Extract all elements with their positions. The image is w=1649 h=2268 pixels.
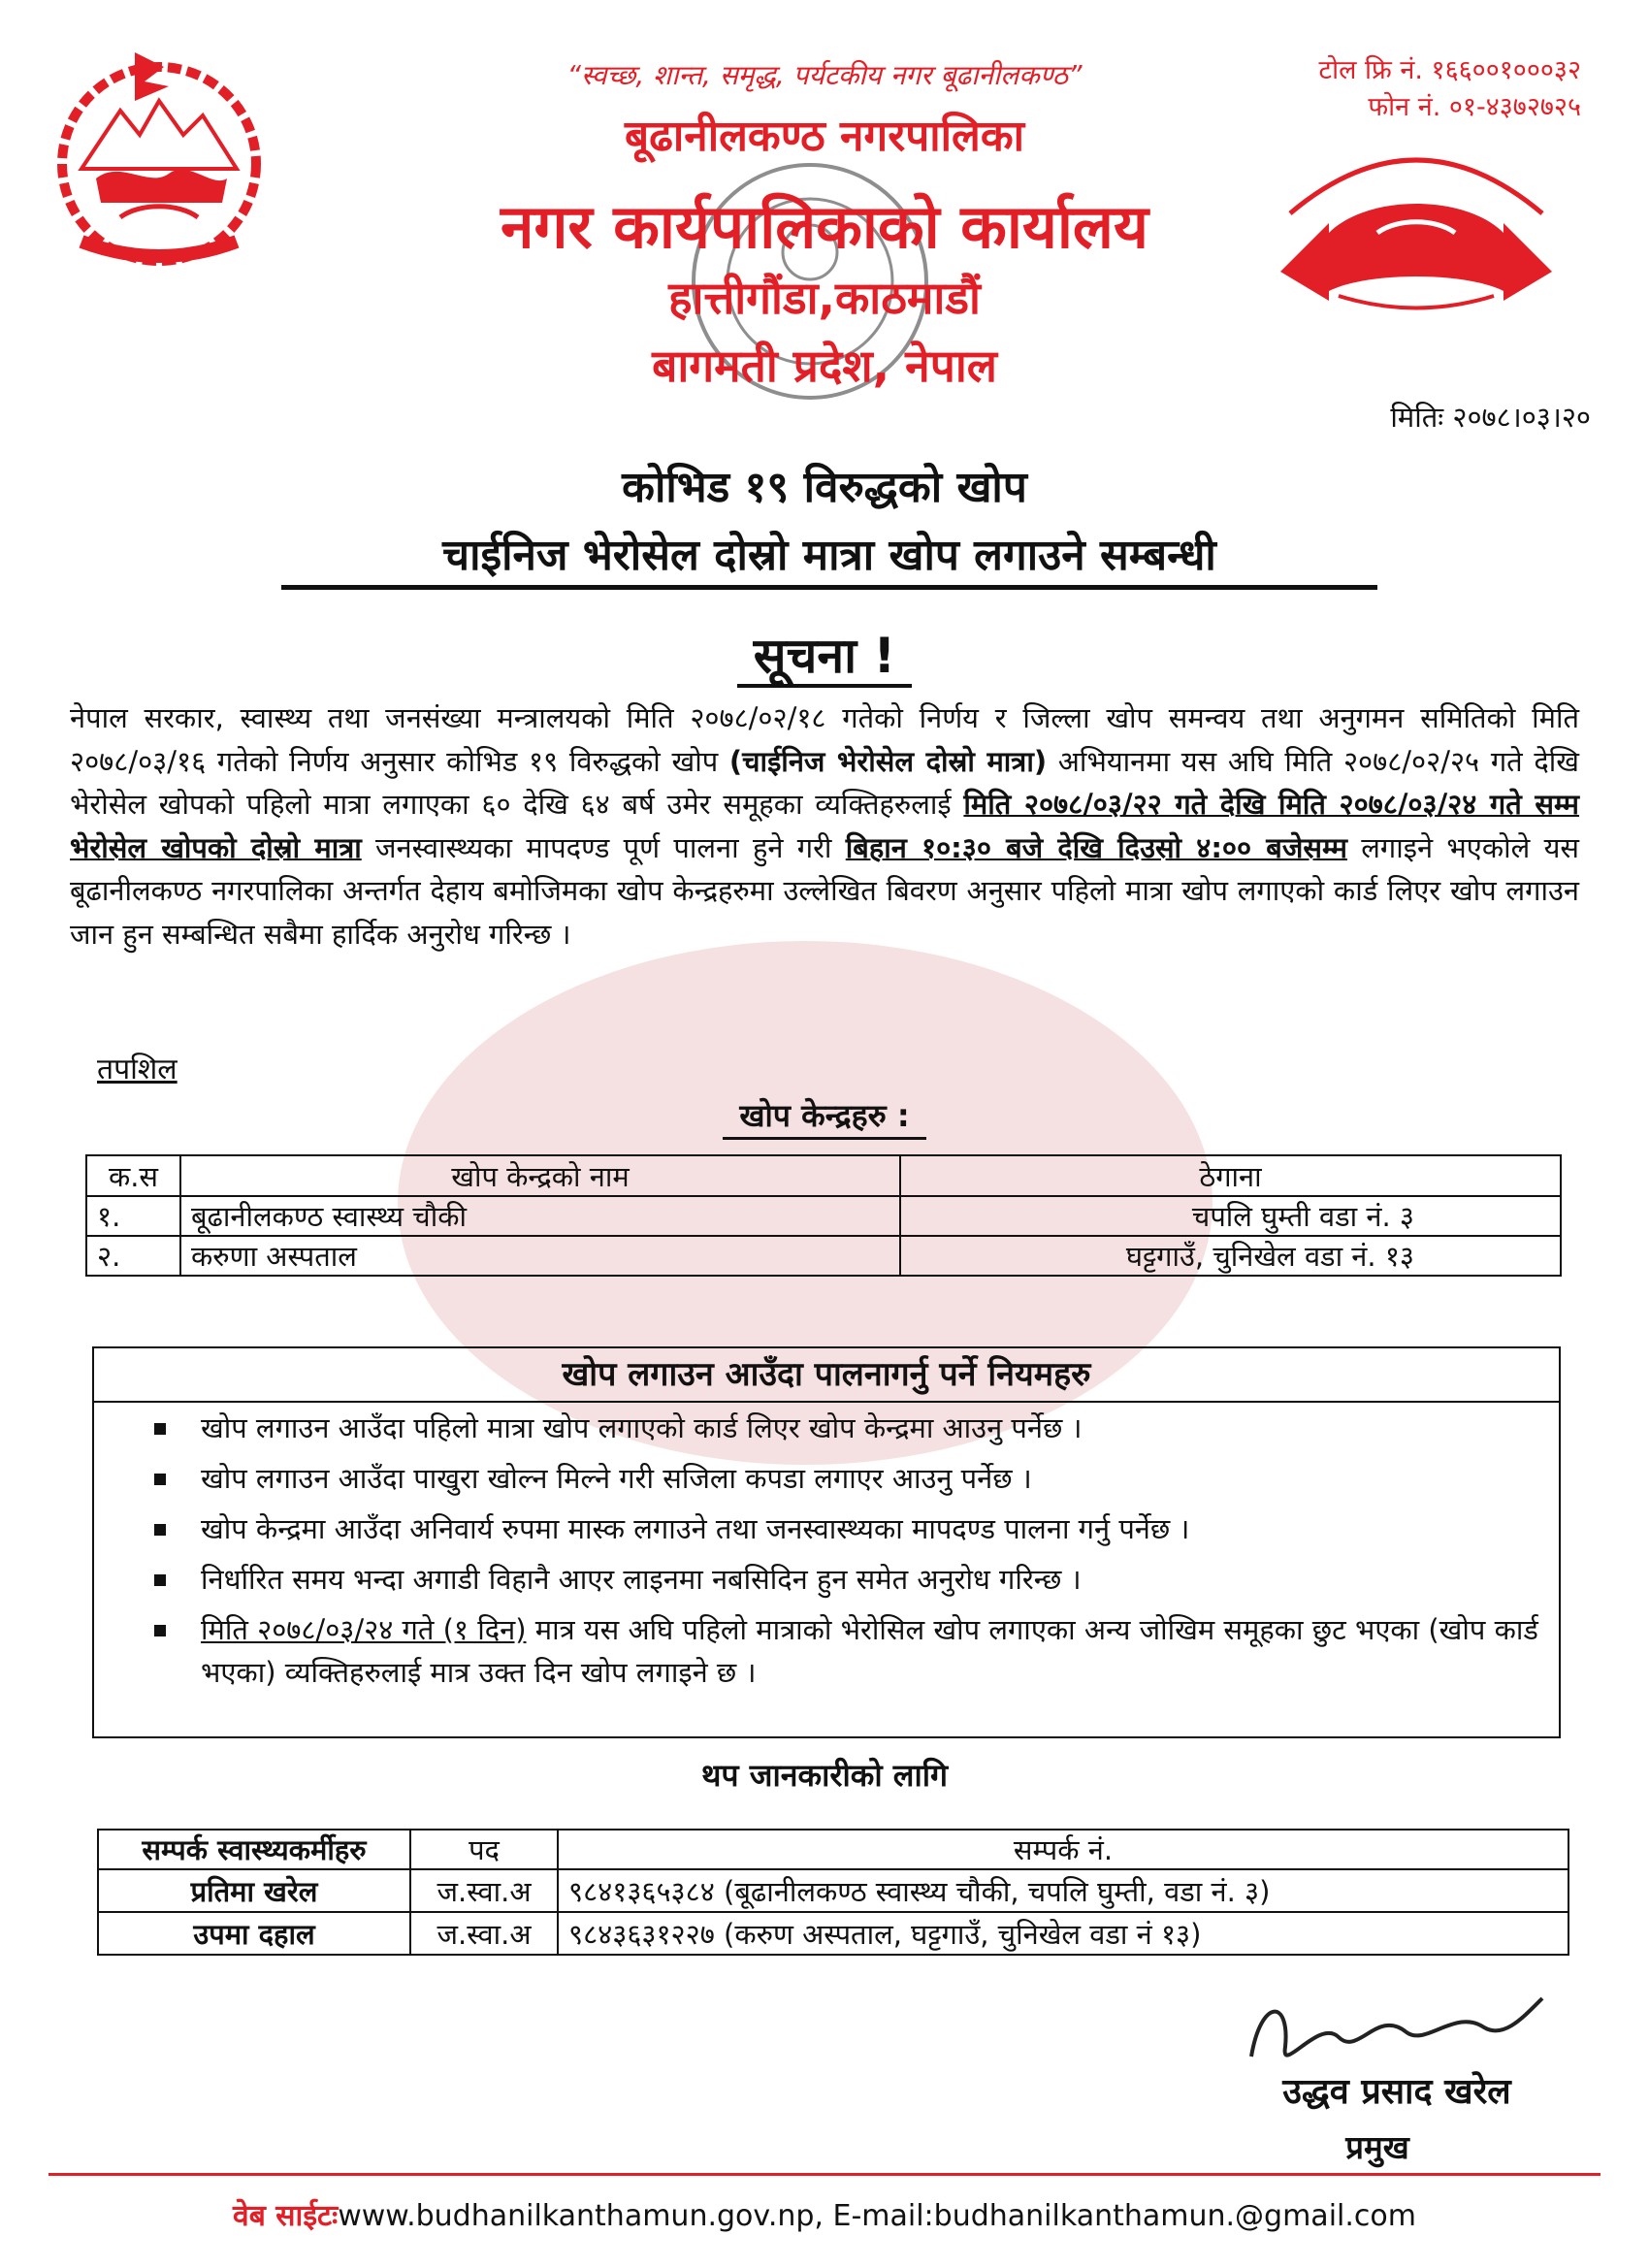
table-cell: बूढानीलकण्ठ स्वास्थ्य चौकी <box>180 1196 900 1236</box>
table-cell: १. <box>86 1196 180 1236</box>
table-cell: ९८४१३६५३८४ (बूढानीलकण्ठ स्वास्थ्य चौकी, चपलि घुम्ती, वडा नं. ३) <box>558 1869 1568 1912</box>
rule-text: खोप केन्द्रमा आउँदा अनिवार्य रुपमा मास्क लगाउने तथा जनस्वास्थ्यका मापदण्ड पालना गर्नु पर्नेछ । <box>201 1512 1190 1545</box>
table-header: पद <box>410 1830 558 1869</box>
table-header: सम्पर्क स्वास्थ्यकर्मीहरु <box>98 1830 410 1869</box>
contacts-table <box>97 1829 1569 1956</box>
table-cell: घट्टगाउँ, चुनिखेल वडा नं. १३ <box>900 1236 1561 1276</box>
table-header-row <box>86 1155 1561 1196</box>
rule-text: मात्र यस अघि पहिलो मात्राको भेरोसिल खोप लगाएका अन्य जोखिम समूहका छुट भएका (खोप कार्ड भएका) व्यक्तिहरुलाई मात्र उक्त दिन खोप लगाइने छ । <box>201 1613 1538 1689</box>
more-info-heading: थप जानकारीको लागि <box>700 1757 949 1794</box>
signatory-name: उद्धव प्रसाद खरेल <box>1282 2072 1511 2112</box>
bullet-icon <box>154 1625 166 1636</box>
list-item <box>201 1407 1539 1449</box>
slogan: “स्वच्छ, शान्त, समृद्ध, पर्यटकीय नगर बूढानीलकण्ठ” <box>566 59 1083 91</box>
notice-title: कोभिड १९ विरुद्धको खोप <box>622 463 1027 512</box>
body-dates-text: मिति २०७८/०३/२२ गते देखि मिति २०७८/०३/२४ गते सम्म भेरोसेल खोपको दोस्रो मात्रा <box>70 788 1580 864</box>
rules-box <box>92 1346 1561 1738</box>
list-item <box>201 1558 1539 1601</box>
rule-text: निर्धारित समय भन्दा अगाडी विहानै आएर लाइनमा नबसिदिन हुन समेत अनुरोध गरिन्छ । <box>201 1563 1082 1596</box>
municipality-name: बूढानीलकण्ठ नगरपालिका <box>624 112 1025 161</box>
notice-subtitle: चाईनिज भेरोसेल दोस्रो मात्रा खोप लगाउने सम्बन्धी <box>442 531 1216 580</box>
table-header: ठेगाना <box>900 1155 1561 1196</box>
website-link[interactable]: www.budhanilkanthamun.gov.np <box>338 2199 815 2233</box>
body-text: अभियानमा यस अघि मिति २०७८/०२/२५ गते देखि भेरोसेल खोपको पहिलो मात्रा लगाएका ६० देखि ६४ बर्ष उमेर समूहका व्यक्तिहरुलाई <box>70 744 1579 821</box>
email-link[interactable]: budhanilkanthamun.@gmail.com <box>933 2199 1416 2233</box>
table-cell: उपमा दहाल <box>98 1912 410 1955</box>
table-row <box>98 1912 1568 1955</box>
body-bold-text: (चाईनिज भेरोसेल दोस्रो मात्रा) <box>728 744 1048 778</box>
table-header: खोप केन्द्रको नाम <box>180 1155 900 1196</box>
centers-heading: खोप केन्द्रहरु : <box>739 1097 910 1134</box>
list-item <box>201 1608 1539 1694</box>
table-cell: चपलि घुम्ती वडा नं. ३ <box>900 1196 1561 1236</box>
nepal-emblem-icon <box>43 43 275 275</box>
table-cell: करुणा अस्पताल <box>180 1236 900 1276</box>
notice-date: मितिः २०७८।०३।२० <box>1390 401 1591 434</box>
table-cell: ज.स्वा.अ <box>410 1869 558 1912</box>
table-header: क.स <box>86 1155 180 1196</box>
website-label: वेब साईटः <box>233 2199 339 2233</box>
list-item <box>201 1457 1539 1500</box>
table-row <box>86 1196 1561 1236</box>
address-line-2: बागमती प्रदेश, नेपाल <box>652 340 997 392</box>
schedule-label: तपशिल <box>97 1053 178 1086</box>
heading-underline <box>737 684 912 688</box>
email-label: , E-mail: <box>814 2199 934 2233</box>
table-cell: २. <box>86 1236 180 1276</box>
notice-body <box>70 697 1579 956</box>
office-name: नगर कार्यपालिकाको कार्यालय <box>501 191 1148 262</box>
rule-date-text: मिति २०७८/०३/२४ गते (१ दिन) <box>201 1613 527 1646</box>
toll-free-number: टोल फ्रि नं. १६६००१०००३२ <box>1318 55 1581 85</box>
municipality-logo-icon <box>1271 126 1562 320</box>
table-cell: ज.स्वा.अ <box>410 1912 558 1955</box>
rules-heading: खोप लगाउन आउँदा पालनागर्नु पर्ने नियमहरु <box>94 1348 1559 1403</box>
rule-text: खोप लगाउन आउँदा पहिलो मात्रा खोप लगाएको कार्ड लिएर खोप केन्द्रमा आउनु पर्नेछ । <box>201 1411 1083 1444</box>
body-text: लगाइने भएकोले यस बूढानीलकण्ठ नगरपालिका अन्तर्गत देहाय बमोजिमका खोप केन्द्रहरुमा उल्लेखित बिवरण अनुसार पहिलो मात्रा खोप लगाएको कार्ड लिएर खोप लगाउन जान हुन सम्बन्धित सबैमा हार्दिक अनुरोध गरिन्छ । <box>70 830 1579 951</box>
bullet-icon <box>154 1524 166 1536</box>
phone-number: फोन नं. ०१-४३७२७२५ <box>1368 92 1581 122</box>
table-cell: ९८४३६३१२२७ (करुण अस्पताल, घट्टगाउँ, चुनिखेल वडा नं १३) <box>558 1912 1568 1955</box>
footer <box>0 2194 1649 2234</box>
list-item <box>201 1507 1539 1550</box>
rule-text: खोप लगाउन आउँदा पाखुरा खोल्न मिल्ने गरी सजिला कपडा लगाएर आउनु पर्नेछ । <box>201 1462 1032 1495</box>
subtitle-underline <box>281 585 1377 590</box>
table-row <box>98 1869 1568 1912</box>
table-cell: प्रतिमा खरेल <box>98 1869 410 1912</box>
centers-table <box>85 1154 1562 1277</box>
bullet-icon <box>154 1574 166 1586</box>
table-header-row <box>98 1830 1568 1869</box>
body-text: नेपाल सरकार, स्वास्थ्य तथा जनसंख्या मन्त्रालयको मिति २०७८/०२/१८ गतेको निर्णय र जिल्ला खोप समन्वय तथा अनुगमन समितिको मिति २०७८/०३/१६ गतेको निर्णय अनुसार कोभिड १९ विरुद्धको खोप <box>70 701 1579 778</box>
body-time-text: बिहान १०:३० बजे देखि दिउसो ४:०० बजेसम्म <box>845 830 1347 864</box>
signatory-title: प्रमुख <box>1345 2128 1409 2166</box>
bullet-icon <box>154 1423 166 1435</box>
centers-heading-underline <box>723 1137 926 1140</box>
notice-heading: सूचना ! <box>753 628 896 684</box>
table-header: सम्पर्क नं. <box>558 1830 1568 1869</box>
table-row <box>86 1236 1561 1276</box>
body-text: जनस्वास्थ्यका मापदण्ड पूर्ण पालना हुने गरी <box>361 830 846 864</box>
footer-divider <box>48 2173 1600 2176</box>
bullet-icon <box>154 1474 166 1485</box>
rules-list <box>201 1407 1539 1701</box>
address-line-1: हात्तीगौंडा,काठमाडौं <box>668 272 981 324</box>
